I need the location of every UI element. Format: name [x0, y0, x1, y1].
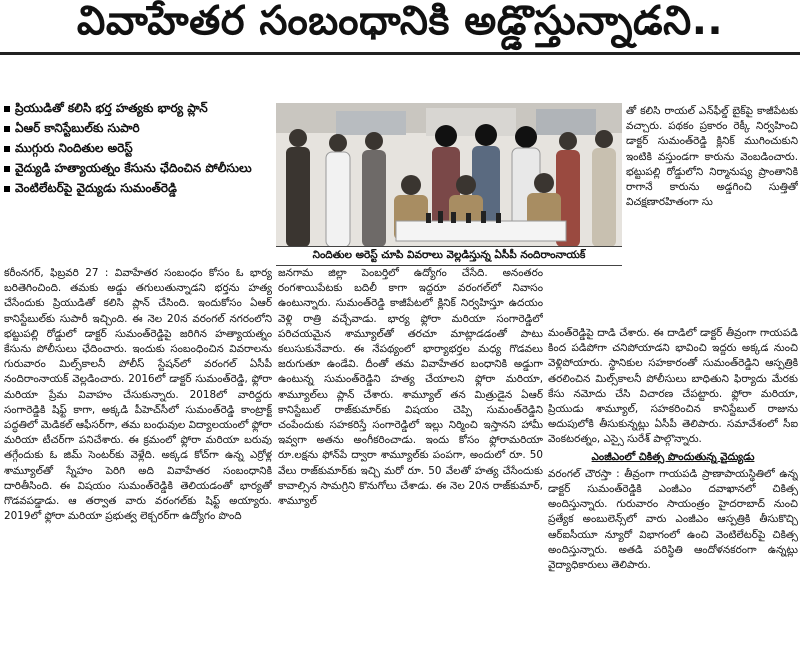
article-column-3-top — [626, 104, 798, 326]
highlight-item — [4, 140, 272, 157]
press-meet-image — [276, 103, 622, 263]
bullet-square-icon — [4, 186, 10, 192]
photo-caption: నిందితుల అరెస్ట్ చూపి వివరాలు వెల్లడిస్తున్న ఏసీపీ నందిరాంనాయక్ — [276, 246, 622, 266]
article-text: వరంగల్ చౌరస్తా : తీవ్రంగా గాయపడి ప్రాణాపాయస్థితిలో ఉన్న డాక్టర్ సుమంత్‌రెడ్డికి ఎంజీఎం దవాఖానలో చికిత్స అందిస్తున్నారు. గురువారం సాయంత్రం హైదరాబాద్ నుంచి ప్రత్యేక అంబులెన్స్‌లో వారు ఎంజీఎం ఆస్పత్రికి తీసుకొచ్చి ఆర్‌ఐసీయూ న్యూరో విభాగంలో ఉంచి వెంటిలేటర్‌పై చికిత్స అందిస్తున్నారు. అతడి పరిస్థితి ఆందోళనకరంగా ఉన్నట్లు వైద్యాధికారులు తెలిపారు. — [548, 467, 798, 572]
article-text: కరీంనగర్, ఫిబ్రవరి 27 : వివాహేతర సంబంధం కోసం ఓ భార్య బరితెగించింది. తమకు అడ్డు తగులుతున్నాడని భర్తను హత్య చేసేందుకు ప్రియుడితో కలిసి ప్లాన్ చేసింది. ఇందుకోసం ఏఆర్ కానిస్టేబుల్‌కు సుపారీ ఇచ్చింది. ఈ నెల 20న వరంగల్ నగరంలోని భట్టుపల్లి రోడ్డులో డాక్టర్ సుమంత్‌రెడ్డిపై జరిగిన హత్యాయత్నం కేసును పోలీసులు ఛేదించారు. ఇందుకు సంబంధించిన వివరాలను గురువారం మిల్స్‌కాలనీ పోలీస్ స్టేషన్‌లో వరంగల్ ఏసీపీ నందిరాంనాయక్ వెల్లడించారు. 2016లో డాక్టర్ సుమంత్‌రెడ్డి, ఫ్లోరా మరియా ప్రేమ వివాహం చేసుకున్నారు. 2018లో వారిద్దరు సంగారెడ్డికి షిఫ్ట్ కాగా, అక్కడి పీహెచ్‌సీలో సుమంత్‌రెడ్డి కాంట్రాక్ట్ పద్ధతిలో మెడికల్ ఆఫీసర్‌గా, తమ బంధువుల విద్యాలయంలో ఫ్లోరా మరియా టీచర్‌గా పనిచేశారు. ఈ క్రమంలో ఫ్లోరా మరియా బరువు తగ్గేందుకు ఓ జిమ్ సెంటర్‌కు వెళ్లేది. అక్కడ కోచ్‌గా ఉన్న ఎర్రోళ్ల శామ్యూల్‌తో స్నేహం పెరిగి అది వివాహేతర సంబంధానికి దారితీసింది. ఈ విషయం సుమంత్‌రెడ్డికి తెలియడంతో భార్యతో గొడవపడ్డాడు. ఆ తర్వాత వారు వరంగల్‌కు షిఫ్ట్ అయ్యారు. 2019లో ఫ్లోరా మరియా ప్రభుత్వ లెక్చరర్‌గా ఉద్యోగం పొంది — [4, 267, 272, 523]
news-photo — [276, 103, 622, 263]
headline: వివాహేతర సంబంధానికి అడ్డొస్తున్నాడని.. — [0, 0, 800, 55]
highlight-item — [4, 180, 272, 197]
article-text: మంత్‌రెడ్డిపై దాడి చేశారు. ఈ దాడిలో డాక్టర్ తీవ్రంగా గాయపడి కింద పడిపోగా చనిపోయాడని భావించి ఇద్దరు అక్కడ నుంచి వెళ్లిపోయారు. స్థానికుల సహకారంతో సుమంత్‌రెడ్డిని ఆస్పత్రికి తరలించిన మిల్స్‌కాలనీ పోలీసులు బాధితుని ఫిర్యాదు మేరకు కేసు నమోదు చేసి విచారణ చేపట్టారు. ఫ్లోరా మరియా, ప్రియుడు శామ్యూల్, సహకరించిన కానిస్టేబుల్ రాజును అదుపులోకి తీసుకున్నట్లు ఏసీపీ తెలిపారు. సమావేశంలో సీఐ వెంకటరత్నం, ఎస్సై సురేశ్ పాల్గొన్నారు. — [548, 327, 798, 446]
highlight-item — [4, 160, 272, 177]
highlight-text: ముగ్గురు నిందితుల అరెస్ట్ — [15, 141, 133, 155]
article-text: తో కలిసి రాయల్ ఎన్‌ఫీల్డ్ బైక్‌పై కాజీపేటకు వచ్చారు. పథకం ప్రకారం రెక్కీ నిర్వహించి డాక్టర్ సుమంత్‌రెడ్డి క్లినిక్ ముగించుకుని ఇంటికి వస్తుండగా కారును వెంబడించారు. భట్టుపల్లి రోడ్డులోని నిర్మానుష్య ప్రాంతానికి రాగానే కారును అడ్డగించి సుత్తితో విచక్షణారహితంగా సు — [626, 105, 798, 209]
subheading: ఎంజీఎంలో చికిత్స పొందుతున్న వైద్యుడు — [591, 450, 755, 463]
bullet-square-icon — [4, 166, 10, 172]
highlight-text: ఏఆర్ కానిస్టేబుల్‌కు సుపారి — [15, 121, 140, 135]
highlight-text: వెంటిలేటర్‌పై వైద్యుడు సుమంత్‌రెడ్డి — [15, 181, 177, 195]
article-column-1 — [4, 266, 272, 650]
highlights-list — [4, 100, 272, 200]
highlight-text: వైద్యుడి హత్యాయత్నం కేసును ఛేదించిన పోలీసులు — [15, 161, 252, 175]
bullet-square-icon — [4, 126, 10, 132]
article-text: జనగామ జిల్లా పెంబర్తిలో ఉద్యోగం చేసేది. అనంతరం రంగశాయిపేటకు బదిలీ కాగా ఇద్దరూ వరంగల్‌లో నివాసం ఉంటున్నారు. సుమంత్‌రెడ్డి కాజీపేటలో క్లినిక్ నిర్వహిస్తూ ఉదయం వెళ్లి రాత్రి వచ్చేవాడు. భార్య ఫ్లోరా మరియా సంగారెడ్డిలో పరిచయమైన శామ్యూల్‌తో తరచూ మాట్లాడడంతో పాటు కలుసుకునేవారు. ఈ నేపథ్యంలో భార్యాభర్తల మధ్య గొడవలు జరుగుతూ ఉండేవి. దీంతో తమ వివాహేతర బంధానికి అడ్డుగా ఉంటున్న సుమంత్‌రెడ్డిని హత్య చేయాలని ఫ్లోరా మరియా, శామ్యూల్‌లు ప్లాన్ చేశారు. శామ్యూల్ తన మిత్రుడైన ఏఆర్ కానిస్టేబుల్ రాజ్‌కుమార్‌కు విషయం చెప్పి సుమంత్‌రెడ్డిని చంపేందుకు సహకరిస్తే సంగారెడ్డిలో ఇల్లు నిర్మించి ఇస్తానని హామీ ఇవ్వగా అతను అంగీకరించాడు. ఇందు కోసం ఫ్లోరామరియా రూ.లక్షను ఫోన్‌పే ద్వారా శామ్యూల్‌కు పంపగా, అందులో రూ. 50 వేలు రాజ్‌కుమార్‌కు ఇచ్చి మరో రూ. 50 వేలతో హత్య చేసేందుకు కావాల్సిన సామగ్రిని కొనుగోలు చేశాడు. ఈ నెల 20న రాజ్‌కుమార్, శామ్యూల్ — [278, 267, 543, 508]
article-column-2 — [278, 266, 543, 650]
highlight-item — [4, 120, 272, 137]
article-column-3 — [548, 326, 798, 650]
bullet-square-icon — [4, 106, 10, 112]
highlight-text: ప్రియుడితో కలిసి భర్త హత్యకు భార్య ప్లాన్ — [15, 101, 208, 115]
highlight-item — [4, 100, 272, 117]
bullet-square-icon — [4, 146, 10, 152]
